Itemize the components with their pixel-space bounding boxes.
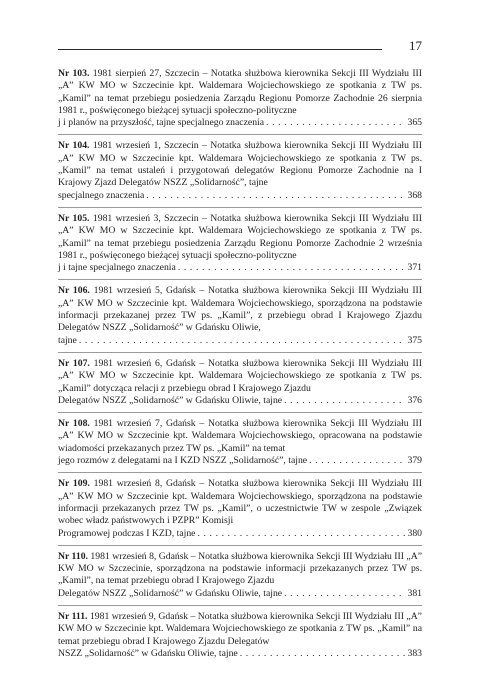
entry-description: 1981 wrzesień 1, Szczecin – Notatka służbowa kierownika Sekcji III Wydziału III „A” KW MO w Szczecinie kpt. Waldemara Wojciechowskiego ze spotkania z TW ps. „Kamil” na temat ustaleń i przygotowań delegatów Regionu Pomorze Zachodnie na I Krajowy Zjazd Delegatów NSZZ „Solidarność”, tajne — [58, 140, 422, 189]
entry-description: 1981 wrzesień 8, Gdańsk – Notatka służbowa kierownika Sekcji III Wydziału III „A” KW MO w Szczecinie, sporządzona na podstawie informacji przekazanych przez TW ps. „Kamil”, na temat przebiegu obrad I Krajowego Zjazdu — [58, 550, 422, 587]
entry-description: 1981 sierpień 27, Szczecin – Notatka służbowa kierownika Sekcji III Wydziału III „A” KW MO w Szczecinie kpt. Waldemara Wojciechowskiego ze spotkania z TW ps. „Kamil” na temat przebiegu posiedzenia Zarządu Regionu Pomorze Zachodnie 26 sierpnia 1981 r., poświęconego bieżącej sytuacji społeczno-polityczne — [58, 68, 422, 116]
dot-leader — [284, 588, 405, 600]
toc-entry-111 — [58, 611, 422, 665]
entry-description-end: NSZZ „Solidarność” w Gdańsku Oliwie, tajne — [58, 647, 238, 659]
entry-page-number: 365 — [407, 117, 422, 129]
table-of-contents — [58, 68, 422, 665]
dot-leader — [178, 262, 406, 274]
entry-number: Nr 108. — [58, 418, 90, 430]
toc-entry-105 — [58, 213, 422, 285]
entry-tail-line — [58, 335, 422, 347]
dot-leader — [309, 455, 405, 467]
dot-leader — [79, 335, 406, 347]
toc-entry-104 — [58, 140, 422, 212]
entry-tail-line — [58, 190, 422, 202]
entry-number: Nr 104. — [58, 140, 90, 152]
entry-page-number: 371 — [407, 262, 422, 274]
entry-description-end: Delegatów NSZZ „Solidarność” w Gdańsku Oliwie, tajne — [58, 394, 283, 406]
toc-entry-107 — [58, 358, 422, 418]
entry-description-end: j i tajne specjalnego znaczenia — [58, 262, 176, 274]
entry-page-number: 380 — [407, 527, 422, 539]
toc-entry-110 — [58, 551, 422, 611]
entry-tail-line — [58, 117, 422, 129]
toc-entry-106 — [58, 285, 422, 357]
entry-number: Nr 103. — [58, 68, 90, 79]
entry-description-end: j i planów na przyszłość, tajne specjalnego znaczenia — [58, 117, 265, 129]
entry-number: Nr 105. — [58, 212, 90, 224]
entry-description-end: jego rozmów z delegatami na I KZD NSZZ „Solidarność”, tajne — [58, 455, 308, 467]
header-rule — [58, 49, 382, 50]
page-number: 17 — [409, 38, 422, 53]
entry-tail-line — [58, 528, 422, 540]
entry-page-number: 376 — [407, 394, 422, 406]
dot-leader — [266, 117, 405, 129]
entry-description: 1981 wrzesień 6, Gdańsk – Notatka służbowa kierownika Sekcji III Wydziału III „A” KW MO w Szczecinie kpt. Waldemara Wojciechowskiego ze spotkania z TW ps. „Kamil” dotycząca relacji z przebiegu obrad I Krajowego Zjazdu — [58, 357, 423, 394]
entry-number: Nr 107. — [58, 357, 90, 369]
entry-description: 1981 wrzesień 7, Gdańsk – Notatka służbowa kierownika Sekcji III Wydziału III „A” KW MO w Szczecinie kpt. Waldemara Wojciechowskiego, opracowana na podstawie wiadomości przekazanych przez TW ps. „Kamil” na temat — [58, 418, 423, 454]
entry-page-number: 381 — [407, 587, 422, 599]
entry-tail-line — [58, 395, 422, 407]
entry-description: 1981 wrzesień 3, Szczecin – Notatka służbowa kierownika Sekcji III Wydziału III „A” KW MO w Szczecinie kpt. Waldemara Wojciechowskiego ze spotkania z TW ps. „Kamil” na temat przebiegu posiedzenia Zarządu Regionu Pomorze Zachodnie 2 września 1981 r., poświęconego bieżącej sytuacji społeczno-polityczne — [58, 212, 422, 261]
entry-description-end: Delegatów NSZZ „Solidarność” w Gdańsku Oliwie, tajne — [58, 587, 283, 599]
entry-tail-line — [58, 455, 422, 467]
entry-tail-line — [58, 588, 422, 600]
entry-description: 1981 wrzesień 5, Gdańsk – Notatka służbowa kierownika Sekcji III Wydziału III „A” KW MO w Szczecinie kpt. Waldemara Wojciechowskiego, sporządzona na podstawie informacji przekazanej przez TW ps. „Kamil”, z przebiegu obrad I Krajowego Zjazdu Delegatów NSZZ „Solidarność” w Gdańsku Oliwie, — [58, 285, 423, 334]
entry-page-number: 383 — [407, 647, 422, 659]
entry-page-number: 368 — [407, 189, 422, 201]
entry-description-end: Programowej podczas I KZD, tajne — [58, 527, 196, 539]
toc-entry-109 — [58, 478, 422, 550]
entry-description: 1981 wrzesień 8, Gdańsk – Notatka służbowa kierownika Sekcji III Wydziału III „A” KW MO w Szczecinie kpt. Waldemara Wojciechowskiego, sporządzona na podstawie informacji przekazanych przez TW ps. „Kamil”, o uczestnictwie TW w zespole „Związek wobec władz państwowych i PZPR” Komisji — [58, 478, 423, 527]
entry-tail-line — [58, 262, 422, 274]
toc-entry-103 — [58, 68, 422, 140]
entry-page-number: 375 — [407, 334, 422, 346]
toc-entry-108 — [58, 418, 422, 478]
entry-description-end: tajne — [58, 334, 77, 346]
entry-description: 1981 wrzesień 9, Gdańsk – Notatka służbowa kierownika Sekcji III Wydziału III „A” KW MO w Szczecinie kpt. Waldemara Wojciechowskiego ze spotkania z TW ps. „Kamil” na temat przebiegu obrad I Krajowego Zjazdu Delegatów — [58, 610, 422, 647]
dot-leader — [146, 190, 405, 202]
entry-tail-line — [58, 648, 422, 660]
entry-number: Nr 110. — [58, 550, 88, 562]
entry-number: Nr 111. — [58, 610, 88, 622]
entry-number: Nr 106. — [58, 285, 90, 297]
page-header — [58, 34, 422, 52]
entry-page-number: 379 — [407, 455, 422, 467]
entry-number: Nr 109. — [58, 478, 90, 490]
entry-description-end: specjalnego znaczenia — [58, 189, 145, 201]
dot-leader — [240, 648, 406, 660]
dot-leader — [197, 528, 405, 540]
dot-leader — [284, 395, 405, 407]
